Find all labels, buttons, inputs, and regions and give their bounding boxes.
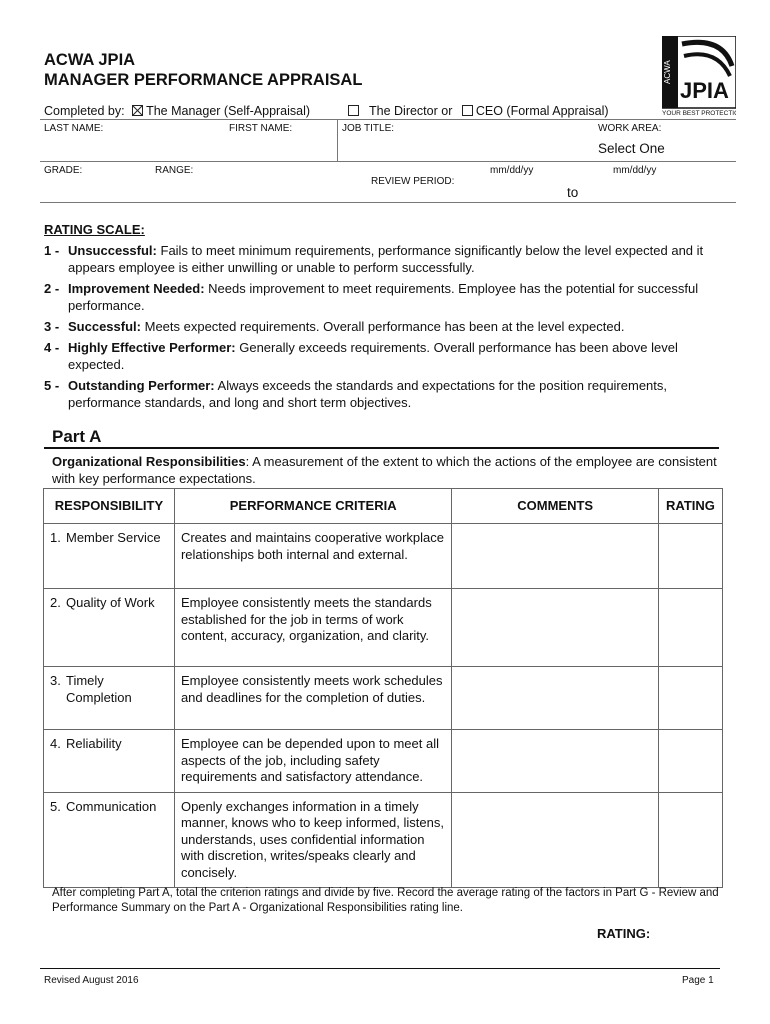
table-row: 2. Quality of Work Employee consistently meets the standards established for the job in terms of work content, accuracy, organization, and clarity. [44, 589, 723, 667]
responsibility-name: Quality of Work [66, 595, 155, 610]
logo-text: JPIA [680, 78, 729, 103]
performance-criteria: Openly exchanges information in a timely manner, knows who to keep informed, listens, understands, uses confidential information with discretion, writes/speaks clearly and concisely. [174, 792, 451, 888]
last-name-label: LAST NAME: [44, 123, 104, 134]
rating-scale-item: 1 - Unsuccessful: Fails to meet minimum requirements, performance significantly below the level expected and it appears employee is either unwilling or unable to perform successfully. [44, 243, 704, 275]
part-a-intro: Organizational Responsibilities: A measurement of the extent to which the actions of the employee are consistent with key performance expectations. [52, 454, 717, 486]
director-label: The Director or [369, 104, 453, 118]
part-a-heading: Part A [52, 427, 102, 446]
review-period-label: REVIEW PERIOD: [371, 176, 455, 187]
rating-cell[interactable] [658, 524, 722, 589]
form-title: MANAGER PERFORMANCE APPRAISAL [44, 71, 363, 89]
ceo-label: CEO (Formal Appraisal) [475, 104, 609, 118]
rating-scale-item: 3 - Successful: Meets expected requirements. Overall performance has been at the level expected. [44, 319, 625, 334]
column-header: COMMENTS [452, 489, 659, 524]
self-appraisal-label: The Manager (Self-Appraisal) [146, 104, 311, 118]
completed-by-row [44, 104, 310, 118]
review-end-format[interactable]: mm/dd/yy [613, 165, 657, 176]
revised-date: Revised August 2016 [44, 975, 139, 986]
first-name-label: FIRST NAME: [229, 123, 293, 134]
responsibility-name: Timely Completion [66, 673, 132, 705]
table-header-row [44, 489, 723, 524]
job-title-label: JOB TITLE: [342, 123, 395, 134]
table-row: 1. Member Service Creates and maintains cooperative workplace relationships both internal and external. [44, 524, 723, 589]
review-period-to: to [567, 185, 579, 200]
responsibility-name: Reliability [66, 736, 122, 751]
logo-vertical-text: ACWA [663, 60, 672, 84]
director-checkbox[interactable] [348, 105, 359, 116]
page-number: Page 1 [682, 975, 714, 986]
rating-scale-item: 5 - Outstanding Performer: Always exceeds the standards and expectations for the position requirements, performance standards, and long and short term objectives. [44, 378, 668, 410]
completed-by-label: Completed by: [44, 104, 125, 118]
rating-scale-item: 2 - Improvement Needed: Needs improvement to meet requirements. Employee has the potential for successful performance. [44, 281, 699, 313]
review-start-format[interactable]: mm/dd/yy [490, 165, 534, 176]
form-title-org: ACWA JPIA [44, 51, 136, 69]
table-row: 4. Reliability Employee can be depended upon to meet all aspects of the job, including safety requirements and satisfactory attendance. [44, 730, 723, 793]
column-header: PERFORMANCE CRITERIA [174, 489, 451, 524]
director-option [348, 104, 609, 118]
comments-cell[interactable] [452, 667, 659, 730]
rating-cell[interactable] [658, 730, 722, 793]
self-appraisal-checkbox[interactable] [132, 105, 143, 116]
rating-scale-item: 4 - Highly Effective Performer: Generally exceeds requirements. Overall performance has been above level expected. [44, 340, 678, 372]
table-row: 5. Communication Openly exchanges information in a timely manner, knows who to keep informed, listens, understands, uses confidential information with discretion, writes/speaks clearly and concisely. [44, 792, 723, 888]
rating-cell[interactable] [658, 589, 722, 667]
column-header: RESPONSIBILITY [44, 489, 175, 524]
responsibility-name: Member Service [66, 530, 161, 545]
comments-cell[interactable] [452, 589, 659, 667]
performance-criteria: Creates and maintains cooperative workplace relationships both internal and external. [174, 524, 451, 589]
acwa-jpia-logo [662, 36, 736, 116]
rating-cell[interactable] [658, 667, 722, 730]
grade-label: GRADE: [44, 165, 83, 176]
comments-cell[interactable] [452, 524, 659, 589]
responsibilities-table [43, 488, 723, 888]
column-header: RATING [658, 489, 722, 524]
comments-cell[interactable] [452, 730, 659, 793]
table-row: 3. Timely Completion Employee consistently meets work schedules and deadlines for the completion of duties. [44, 667, 723, 730]
range-label: RANGE: [155, 165, 194, 176]
part-a-instructions: After completing Part A, total the criterion ratings and divide by five. Record the average rating of the factors in Part G - Review and Performance Summary on the Part A - Organizational Responsibilities rating line. [52, 887, 719, 914]
responsibility-name: Communication [66, 798, 157, 814]
part-a-rating-label: RATING: [597, 926, 651, 941]
performance-criteria: Employee can be depended upon to meet all aspects of the job, including safety requirements and satisfactory attendance. [174, 730, 451, 793]
rating-scale-heading: RATING SCALE: [44, 222, 145, 237]
performance-criteria: Employee consistently meets work schedules and deadlines for the completion of duties. [174, 667, 451, 730]
ceo-checkbox[interactable] [462, 105, 473, 116]
performance-criteria: Employee consistently meets the standards established for the job in terms of work content, accuracy, organization, and clarity. [174, 589, 451, 667]
comments-cell[interactable] [452, 792, 659, 888]
work-area-select[interactable]: Select One [598, 141, 665, 156]
rating-cell[interactable] [658, 792, 722, 888]
logo-tagline: YOUR BEST PROTECTION [662, 110, 736, 116]
work-area-label: WORK AREA: [598, 123, 662, 134]
